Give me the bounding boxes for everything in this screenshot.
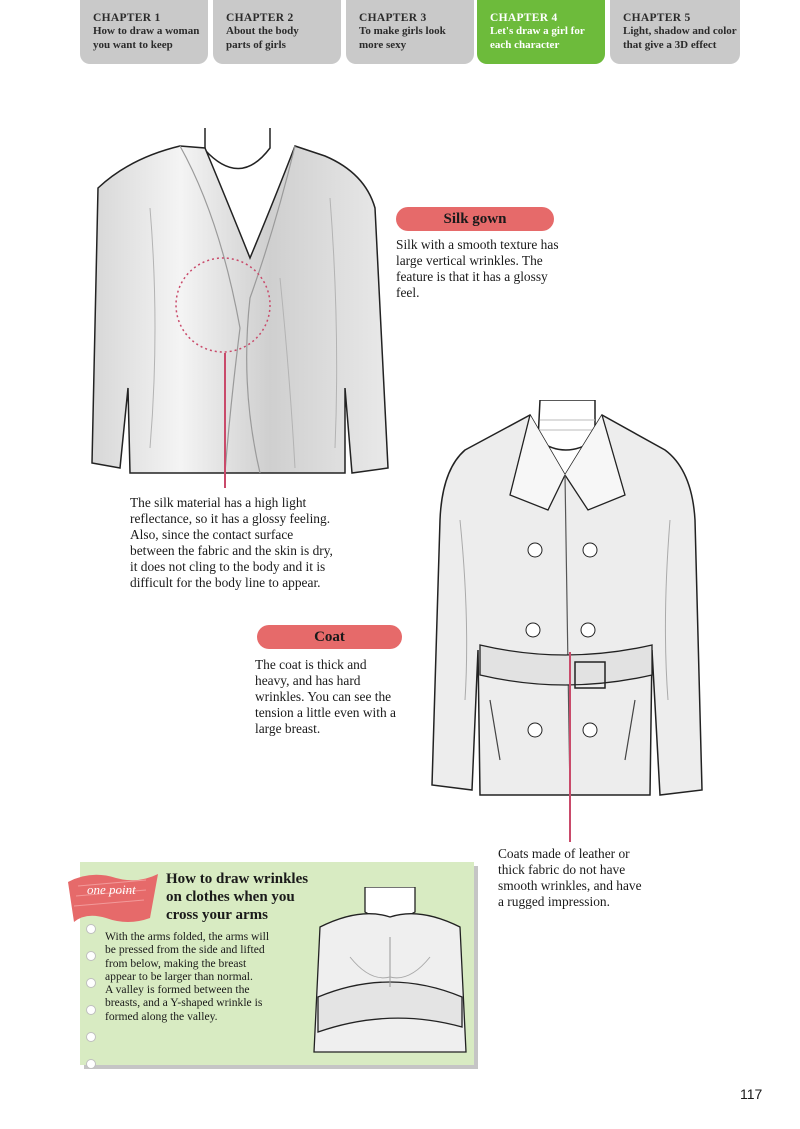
text-line: be pressed from the side and lifted [105, 943, 265, 957]
tab-title: About the body [226, 25, 299, 37]
text-line: The silk material has a high light [130, 495, 307, 510]
text-line: between the fabric and the skin is dry, [130, 543, 333, 558]
text-line: on clothes when you [166, 889, 295, 905]
one-point-box [80, 862, 474, 1065]
text-line: wrinkles. You can see the [255, 689, 392, 704]
text-line: Coats made of leather or [498, 846, 630, 861]
text-line: A valley is formed between the [105, 983, 250, 997]
coat-note [498, 846, 668, 910]
text-line: large vertical wrinkles. The [396, 253, 543, 268]
tab-title: parts of girls [226, 38, 286, 51]
tab-chapter-1[interactable] [80, 0, 208, 64]
coat-description [255, 657, 425, 737]
tab-number: CHAPTER 2 [226, 12, 294, 24]
chapter-tabs [80, 0, 740, 66]
text-line: Silk with a smooth texture has [396, 237, 559, 252]
silk-note [130, 495, 380, 591]
tab-chapter-2[interactable] [213, 0, 341, 64]
tab-number: CHAPTER 4 [490, 12, 558, 24]
text-line: Also, since the contact surface [130, 527, 294, 542]
text-line: it does not cling to the body and it is [130, 559, 326, 574]
text-line: heavy, and has hard [255, 673, 361, 688]
text-line: a rugged impression. [498, 894, 610, 909]
silk-callout-line [224, 353, 226, 488]
page-number: 117 [740, 1086, 763, 1102]
crossed-arms-illustration [310, 887, 470, 1062]
silk-gown-illustration [90, 128, 395, 478]
tab-title: Let's draw a girl for [490, 25, 585, 37]
text-line: The coat is thick and [255, 657, 367, 672]
text-line: reflectance, so it has a glossy feeling. [130, 511, 331, 526]
text-line: formed along the valley. [105, 1009, 218, 1023]
text-line: from below, making the breast [105, 956, 247, 970]
tab-title: more sexy [359, 38, 407, 51]
text-line: feature is that it has a glossy [396, 269, 548, 284]
tab-title: To make girls look [359, 25, 446, 37]
tab-number: CHAPTER 1 [93, 12, 161, 24]
text-line: cross your arms [166, 907, 268, 923]
one-point-description [105, 930, 327, 1023]
tab-chapter-4[interactable] [477, 0, 605, 64]
text-line: With the arms folded, the arms will [105, 930, 270, 943]
tab-title: that give a 3D effect [623, 38, 717, 51]
one-point-label: one point [87, 882, 136, 897]
text-line: difficult for the body line to appear. [130, 575, 321, 590]
text-line: large breast. [255, 721, 321, 736]
text-line: breasts, and a Y-shaped wrinkle is [105, 996, 263, 1010]
text-line: feel. [396, 285, 420, 300]
tab-chapter-3[interactable] [346, 0, 474, 64]
tab-title: Light, shadow and color [623, 25, 737, 37]
text-line: appear to be larger than normal. [105, 969, 253, 983]
tab-title: you want to keep [93, 38, 173, 51]
tab-title: each character [490, 38, 560, 51]
silk-gown-description [396, 237, 596, 301]
tab-number: CHAPTER 5 [623, 12, 691, 24]
tab-number: CHAPTER 3 [359, 12, 427, 24]
text-line: thick fabric do not have [498, 862, 626, 877]
tab-title: How to draw a woman [93, 25, 200, 37]
one-point-flag-icon [66, 868, 161, 928]
tab-chapter-5[interactable] [610, 0, 740, 64]
notebook-rings [86, 924, 98, 1086]
coat-heading: Coat [257, 625, 402, 649]
coat-illustration [430, 400, 705, 805]
text-line: tension a little even with a [255, 705, 396, 720]
silk-gown-heading: Silk gown [396, 207, 554, 231]
text-line: How to draw wrinkles [166, 871, 309, 887]
text-line: smooth wrinkles, and have [498, 878, 642, 893]
coat-callout-line [569, 652, 571, 842]
